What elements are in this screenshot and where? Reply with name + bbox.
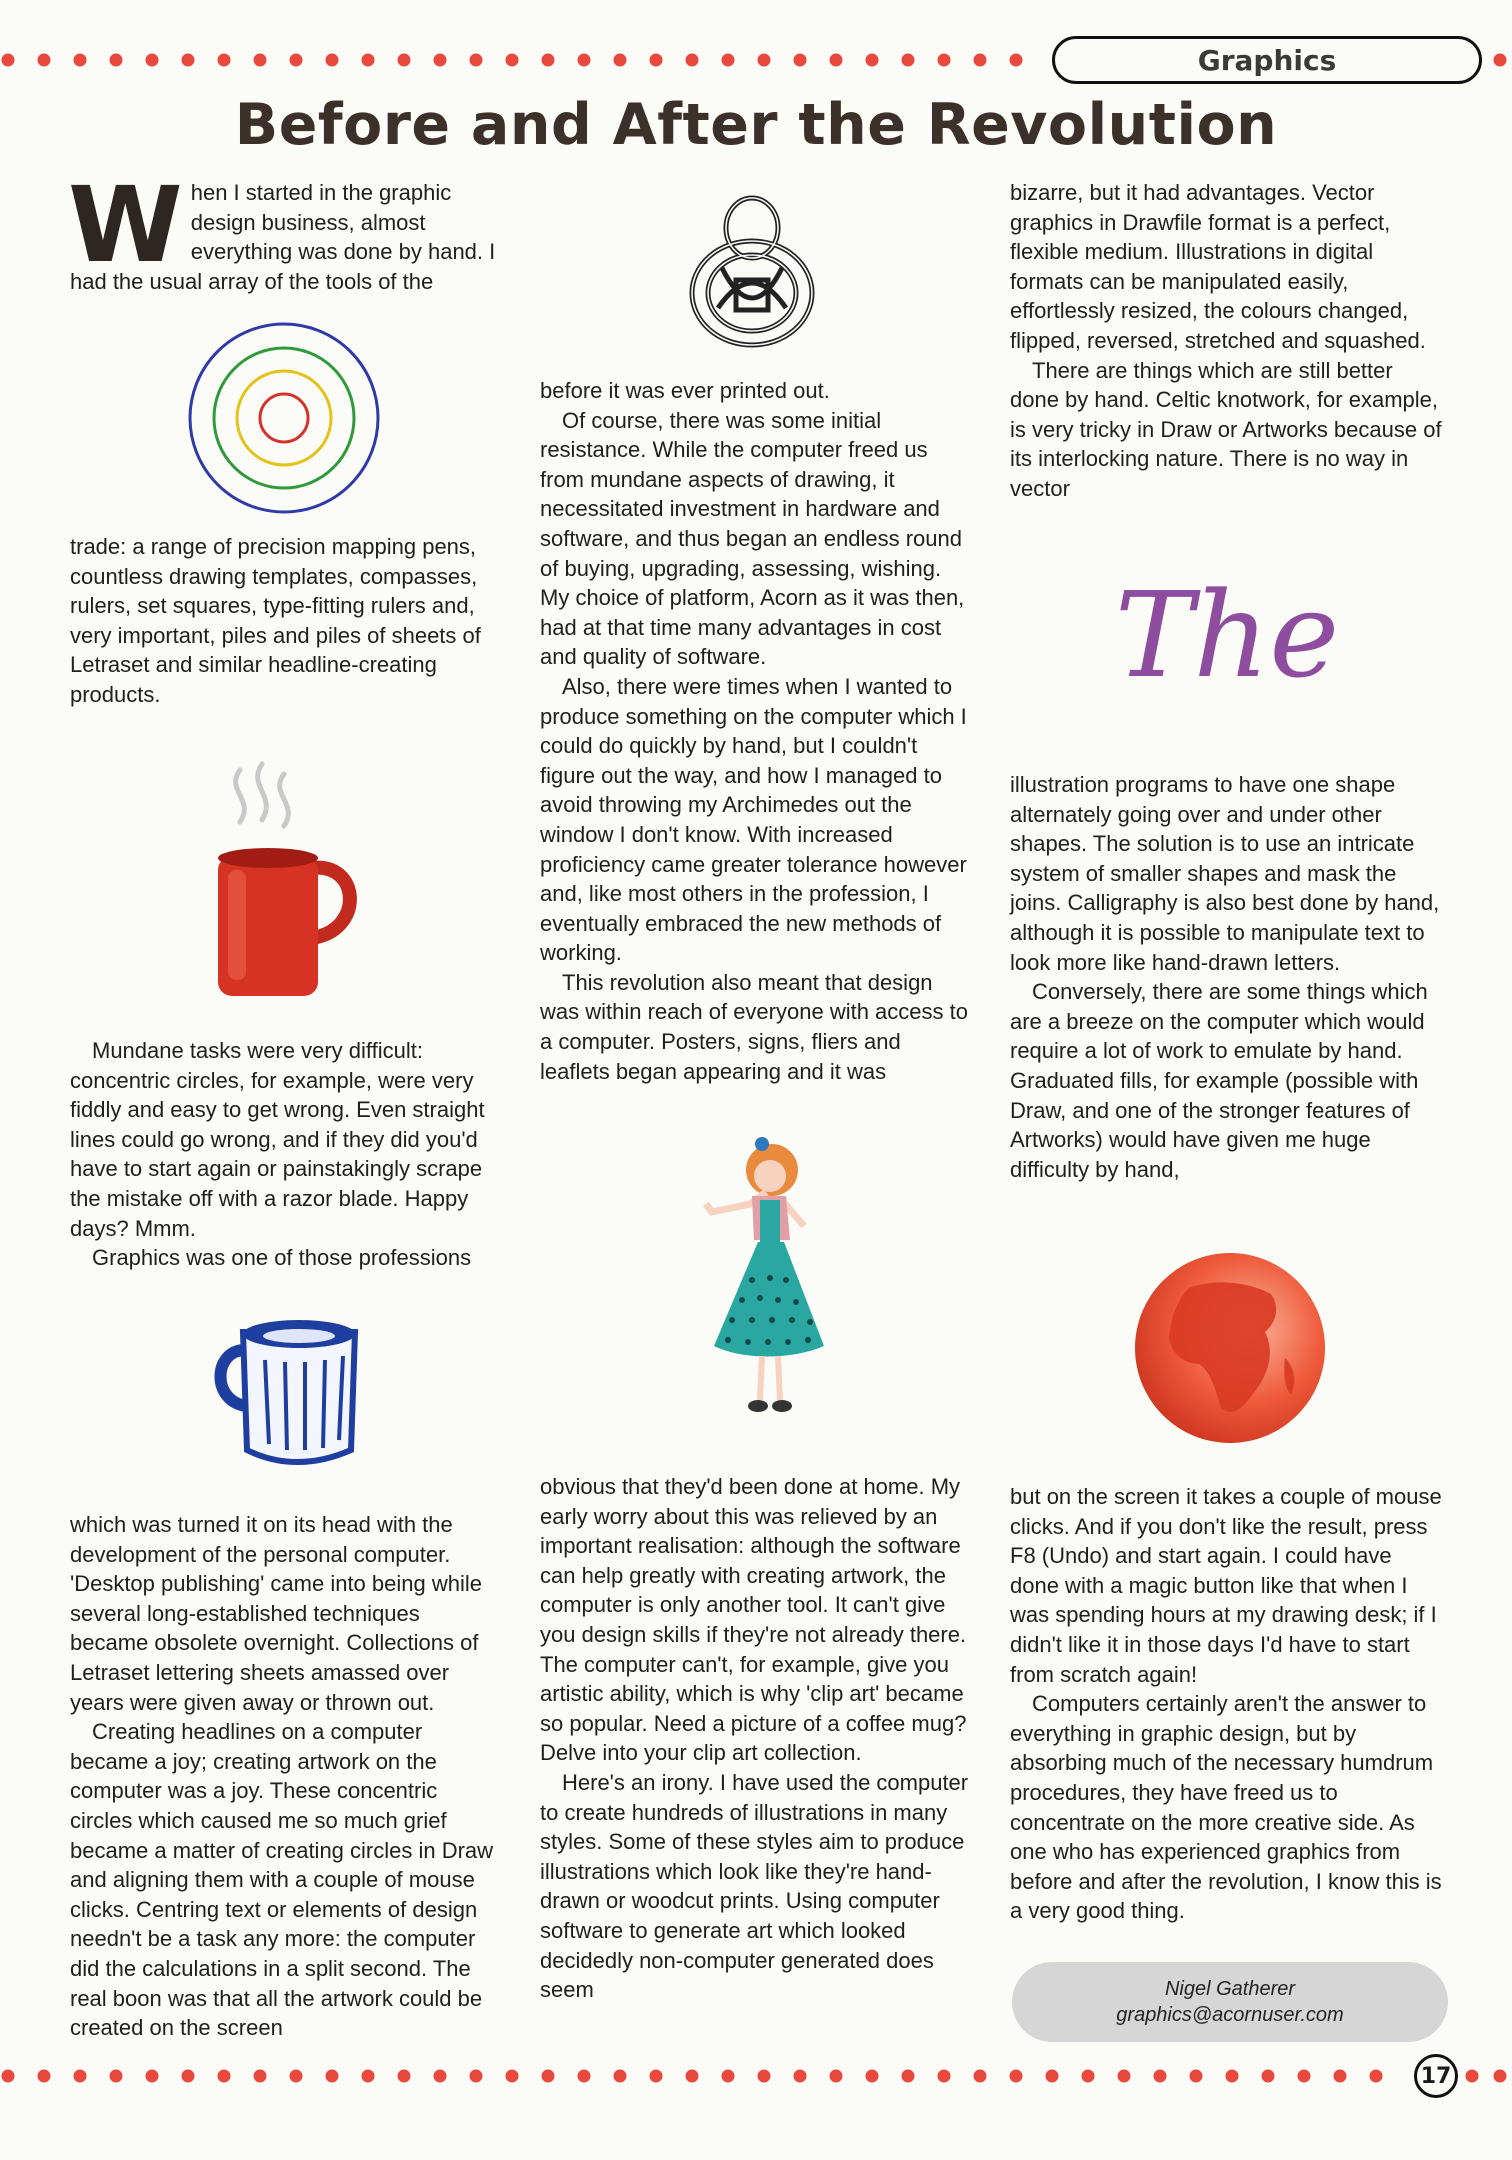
column-3-top: [1010, 178, 1442, 504]
border-dot: [38, 2070, 51, 2083]
border-dot: [146, 54, 159, 67]
tools-paragraph: trade: a range of precision mapping pens, countless drawing templates, compasses, rulers, set squares, type-fitting rulers and, very important, piles and piles of sheets of Letraset and similar headline-creating products.: [70, 534, 481, 707]
column-1-bottom: [70, 1510, 502, 2043]
top-right-dot: [1490, 52, 1510, 68]
border-dot: [686, 54, 699, 67]
border-dot: [686, 2070, 699, 2083]
border-dot: [38, 54, 51, 67]
border-dot: [722, 2070, 735, 2083]
border-dot: [506, 2070, 519, 2083]
border-dot: [974, 54, 987, 67]
border-dot: [1226, 2070, 1239, 2083]
border-dot: [614, 54, 627, 67]
professions-paragraph: Graphics was one of those professions: [92, 1245, 472, 1271]
border-dot: [326, 54, 339, 67]
border-dot: [794, 2070, 807, 2083]
top-dot-border: [0, 52, 1050, 68]
border-dot: [650, 2070, 663, 2083]
border-dot: [758, 54, 771, 67]
border-dot: [1154, 2070, 1167, 2083]
border-dot: [362, 54, 375, 67]
border-dot: [578, 2070, 591, 2083]
border-dot: [290, 54, 303, 67]
border-dot: [2, 2070, 15, 2083]
border-dot: [506, 54, 519, 67]
border-dot: [542, 54, 555, 67]
border-dot: [1010, 2070, 1023, 2083]
border-dot: [902, 2070, 915, 2083]
border-dot: [182, 54, 195, 67]
done-at-home-paragraph: obvious that they'd been done at home. My early worry about this was relieved by an important realisation: although the software can help greatly with creating artwork, the computer is only another tool. It can't give you design skills if they're not already there. The computer can't, for example, give you artistic ability, which is why 'clip art' became so popular. Need a picture of a coffee mug? Delve into your clip art collection.: [540, 1474, 967, 1766]
border-dot: [218, 54, 231, 67]
conclusion-paragraph: Computers certainly aren't the answer to everything in graphic design, but by absorbing much of the necessary humdrum procedures, they have freed us to concentrate on the more creative side. As one who has experienced graphics from before and after the revolution, I know this is a very good thing.: [1010, 1691, 1442, 1924]
border-dot: [2, 54, 15, 67]
border-dot: [182, 2070, 195, 2083]
border-dot: [1082, 2070, 1095, 2083]
border-dot: [434, 54, 447, 67]
column-3-mid: [1010, 770, 1442, 1184]
blue-woodcut-mug-illustration: [205, 1310, 375, 1470]
border-dot: [830, 54, 843, 67]
border-dot: [398, 54, 411, 67]
border-dot: [830, 2070, 843, 2083]
bottom-dot-border: [0, 2068, 1410, 2084]
border-dot: [974, 2070, 987, 2083]
border-dot: [758, 2070, 771, 2083]
border-dot: [902, 54, 915, 67]
section-tag: Graphics: [1052, 36, 1482, 84]
quick-by-hand-paragraph: Also, there were times when I wanted to produce something on the computer which I could do quickly by hand, but I couldn't figure out the way, and how I managed to avoid throwing my Archimedes out the window I don't know. With increased proficiency came greater tolerance however and, like most others in the profession, I eventually embraced the new methods of working.: [540, 673, 967, 966]
border-dot: [362, 2070, 375, 2083]
design-reach-paragraph: This revolution also meant that design was within reach of everyone with access to a computer. Posters, signs, fliers and leaflets began appearing and it was: [540, 969, 968, 1084]
border-dot: [254, 54, 267, 67]
border-dot: [74, 2070, 87, 2083]
intro-paragraph: When I started in the graphic design business, almost everything was done by hand. I had the usual array of the tools of the: [68, 164, 496, 294]
border-dot: [326, 2070, 339, 2083]
border-dot: [1298, 2070, 1311, 2083]
border-dot: [1370, 2070, 1383, 2083]
border-dot: [1190, 2070, 1203, 2083]
border-dot: [470, 2070, 483, 2083]
mundane-tasks-paragraph: Mundane tasks were very difficult: concentric circles, for example, were very fiddly and easy to get wrong. Even straight lines could go wrong, and if they did you'd have to start again or painstakingly scrape the mistake off with a razor blade. Happy days? Mmm.: [70, 1038, 485, 1241]
drop-cap: W: [68, 164, 183, 286]
border-dot: [794, 54, 807, 67]
column-1-lower: [70, 1036, 502, 1273]
column-2-bottom: [540, 1472, 972, 2005]
border-dot: [218, 2070, 231, 2083]
bottom-right-dots: [1462, 2068, 1512, 2084]
border-dot: [470, 54, 483, 67]
border-dot: [1334, 2070, 1347, 2083]
border-dot: [434, 2070, 447, 2083]
printed-out-line: before it was ever printed out.: [540, 378, 830, 403]
border-dot: [398, 2070, 411, 2083]
border-dot: [938, 2070, 951, 2083]
border-dot: [614, 2070, 627, 2083]
border-dot: [1046, 2070, 1059, 2083]
irony-paragraph: Here's an irony. I have used the computer to create hundreds of illustrations in many styles. Some of these styles aim to produce illustrations which look like they're hand-drawn or woodcut prints. Using computer software to generate art which looked decidedly non-computer generated does seem: [540, 1769, 969, 2003]
border-dot: [938, 54, 951, 67]
concentric-circles-illustration: [184, 318, 384, 518]
border-dot: [650, 54, 663, 67]
column-2-top: [540, 376, 972, 1086]
celtic-knotwork-paragraph: There are things which are still better done by hand. Celtic knotwork, for example, is very tricky in Draw or Artworks because of its interlocking nature. There is no way in vector: [1010, 357, 1442, 501]
border-dot: [542, 2070, 555, 2083]
page-number: 17: [1414, 2054, 1458, 2098]
border-dot: [74, 54, 87, 67]
retro-girl-illustration: [672, 1130, 852, 1430]
border-dot: [290, 2070, 303, 2083]
illustration-programs-paragraph: illustration programs to have one shape alternately going over and under other shapes. The solution is to use an intricate system of smaller shapes and mask the joins. Calligraphy is also best done by hand, although it is possible to manipulate text to look more like hand-drawn letters.: [1010, 772, 1440, 975]
border-dot: [866, 2070, 879, 2083]
border-dot: [578, 54, 591, 67]
article-title: Before and After the Revolution: [234, 92, 1278, 158]
author-signature: [1012, 1962, 1448, 2042]
author-name: Nigel Gatherer: [1164, 1978, 1296, 2000]
headlines-paragraph: Creating headlines on a computer became a joy; creating artwork on the computer was a joy. These concentric circles which caused me so much grief became a matter of creating circles in Draw and aligning them with a couple of mouse clicks. Centring text or elements of design needn't be a task any more: the computer did the calculations in a split second. The real boon was that all the artwork could be created on the screen: [70, 1719, 494, 2041]
globe-illustration: [1125, 1248, 1335, 1448]
column-3-bottom: [1010, 1482, 1442, 1926]
border-dot: [1010, 54, 1023, 67]
column-1-top: [68, 164, 502, 296]
resistance-paragraph: Of course, there was some initial resistance. While the computer freed us from mundane aspects of drawing, it necessitated investment in hardware and software, and thus began an endless round of buying, upgrading, assessing, wishing. My choice of platform, Acorn as it was then, had at that time many advantages in cost and quality of software.: [540, 407, 965, 670]
border-dot: [722, 54, 735, 67]
vector-advantages-paragraph: bizarre, but it had advantages. Vector graphics in Drawfile format is a perfect, flexible medium. Illustrations in digital formats can be manipulated easily, effortlessly resized, the colours changed, flipped, reversed, stretched and squashed.: [1010, 180, 1426, 353]
border-dot: [146, 2070, 159, 2083]
personal-computer-paragraph: which was turned it on its head with the development of the personal computer. 'Desktop publishing' came into being while several long-established techniques became obsolete overnight. Collections of Letraset lettering sheets amassed over years were given away or thrown out.: [70, 1512, 482, 1715]
red-mug-illustration: [200, 760, 370, 1010]
breeze-paragraph: Conversely, there are some things which are a breeze on the computer which would require a lot of work to emulate by hand. Graduated fills, for example (possible with Draw, and one of the stronger features of Artworks) would have given me huge difficulty by hand,: [1010, 979, 1428, 1182]
border-dot: [110, 2070, 123, 2083]
column-1-mid: [70, 532, 502, 710]
border-dot: [254, 2070, 267, 2083]
border-dot: [1262, 2070, 1275, 2083]
border-dot: [866, 54, 879, 67]
border-dot: [110, 54, 123, 67]
celtic-knot-illustration: [682, 188, 822, 358]
calligraphy-the-illustration: The: [1114, 566, 1340, 704]
undo-paragraph: but on the screen it takes a couple of mouse clicks. And if you don't like the result, press F8 (Undo) and start again. I could have done with a magic button like that when I was spending hours at my drawing desk; if I didn't like it in those days I'd have to start from scratch again!: [1010, 1484, 1442, 1687]
author-email: graphics@acornuser.com: [1116, 2004, 1344, 2026]
border-dot: [1118, 2070, 1131, 2083]
